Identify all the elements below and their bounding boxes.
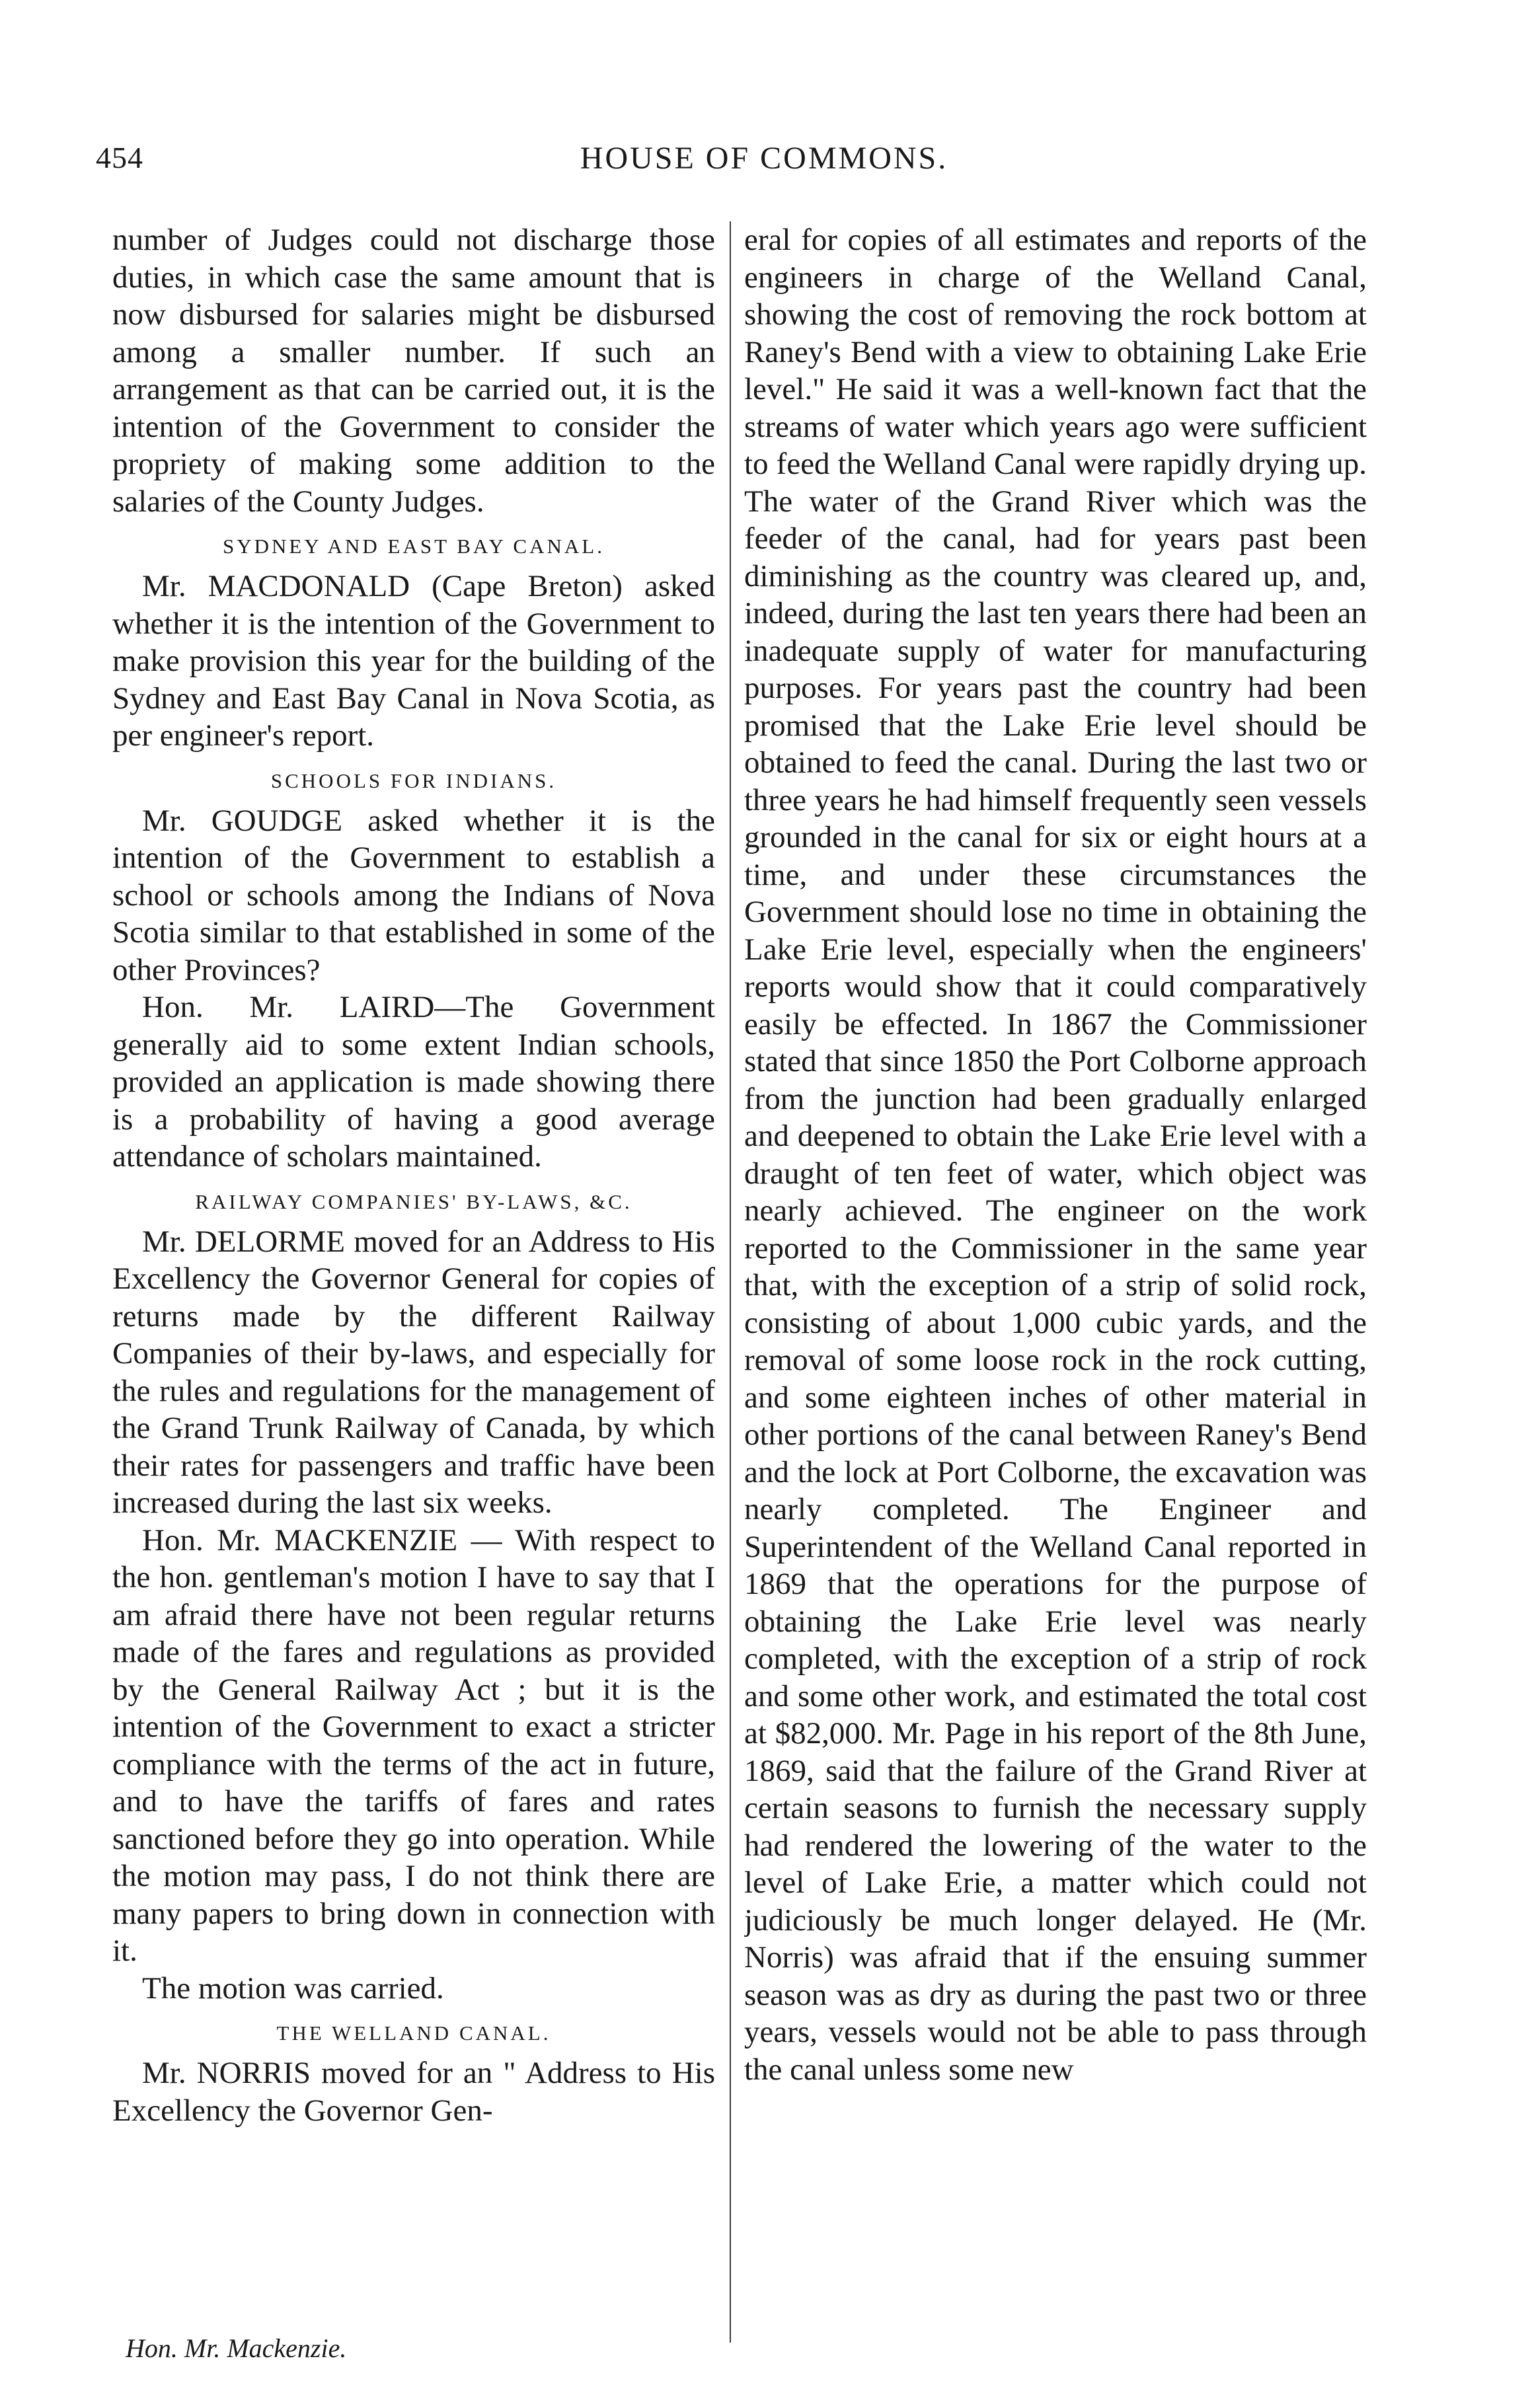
page-footer-speaker: Hon. Mr. Mackenzie. [126,2333,347,2363]
right-column [744,221,1367,2303]
page-header [0,140,1528,186]
paragraph-delorme: Mr. DELORME moved for an Address to His Excellency the Governor General for copies of returns made by the different Railway Companies of their by-laws, and especially for the rules and regulations for the management of the Grand Trunk Railway of Canada, by which their rates for passengers and traffic have been increased during the last six weeks. [112,1224,715,1520]
section-heading-sydney-canal: SYDNEY AND EAST BAY CANAL. [223,535,605,558]
paragraph-county-judges: number of Judges could not discharge those duties, in which case the same amount that is now disbursed for salaries might be disbursed among a smaller number. If such an arrangement as that can be carried out, it is the intention of the Government to consider the propriety of making some addition to the salaries of the County Judges. [112,223,715,519]
paragraph-mackenzie: Hon. Mr. MACKENZIE — With respect to the hon. gentleman's motion I have to say that I am afraid there have not been regular returns made of the fares and regulations as provided by the General Railway Act ; but it is the intention of the Government to exact a stricter compliance with the terms of the act in future, and to have the tariffs of fares and rates sanctioned before they go into operation. While the motion may pass, I do not think there are many papers to bring down in connection with it. [112,1523,715,1968]
paragraph-norris-motion: Mr. NORRIS moved for an " Address to His Excellency the Governor Gen- [112,2056,715,2128]
paragraph-norris-speech: eral for copies of all estimates and reports of the engineers in charge of the Welland Canal, showing the cost of removing the rock bottom at Raney's Bend with a view to obtaining Lake Erie level." He said it was a well-known fact that the streams of water which years ago were sufficient to feed the Welland Canal were rapidly drying up. The water of the Grand River which was the feeder of the canal, had for years past been diminishing as the country was cleared up, and, indeed, during the last ten years there had been an inadequate supply of water for manufacturing purposes. For years past the country had been promised that the Lake Erie level should be obtained to feed the canal. During the last two or three years he had himself frequently seen vessels grounded in the canal for six or eight hours at a time, and under these circumstances the Government should lose no time in obtaining the Lake Erie level, especially when the engineers' reports would show that it could comparatively easily be effected. In 1867 the Commissioner stated that since 1850 the Port Colborne approach from the junction had been gradually enlarged and deepened to obtain the Lake Erie level with a draught of ten feet of water, which object was nearly achieved. The engineer on the work reported to the Commissioner in the same year that, with the exception of a strip of solid rock, consisting of about 1,000 cubic yards, and the removal of some loose rock in the rock cutting, and some eighteen inches of other material in other portions of the canal between Raney's Bend and the lock at Port Colborne, the excavation was nearly completed. The Engineer and Superintendent of the Welland Canal reported in 1869 that the operations for the purpose of obtaining the Lake Erie level was nearly completed, with the exception of a strip of rock and some other work, and estimated the total cost at $82,000. Mr. Page in his report of the 8th June, 1869, said that the failure of the Grand River at certain seasons to furnish the necessary supply had rendered the lowering of the water to the level of Lake Erie, a matter which could not judiciously be much longer delayed. He (Mr. Norris) was afraid that if the ensuing summer season was as dry as during the past two or three years, vessels would not be able to pass through the canal unless some new [744,223,1367,2087]
section-heading-schools: SCHOOLS FOR INDIANS. [270,769,557,792]
paragraph-motion-carried: The motion was carried. [142,1971,444,2006]
page-number: 454 [96,141,143,174]
paragraph-goudge: Mr. GOUDGE asked whether it is the intention of the Government to establish a school or schools among the Indians of Nova Scotia similar to that established in some of the other Provinces? [112,803,715,987]
section-heading-welland-canal: THE WELLAND CANAL. [276,2021,551,2045]
section-heading-railway: RAILWAY COMPANIES' BY-LAWS, &C. [195,1189,632,1213]
column-divider [730,221,731,2343]
paragraph-macdonald: Mr. MACDONALD (Cape Breton) asked whether it is the intention of the Government to make provision this year for the building of the Sydney and East Bay Canal in Nova Scotia, as per engineer's report. [112,569,715,753]
running-head: HOUSE OF COMMONS. [580,141,948,176]
left-column [112,221,715,2303]
paragraph-laird: Hon. Mr. LAIRD—The Government generally aid to some extent Indian schools, provided an application is made showing there is a probability of having a good average attendance of scholars maintained. [112,990,715,1174]
